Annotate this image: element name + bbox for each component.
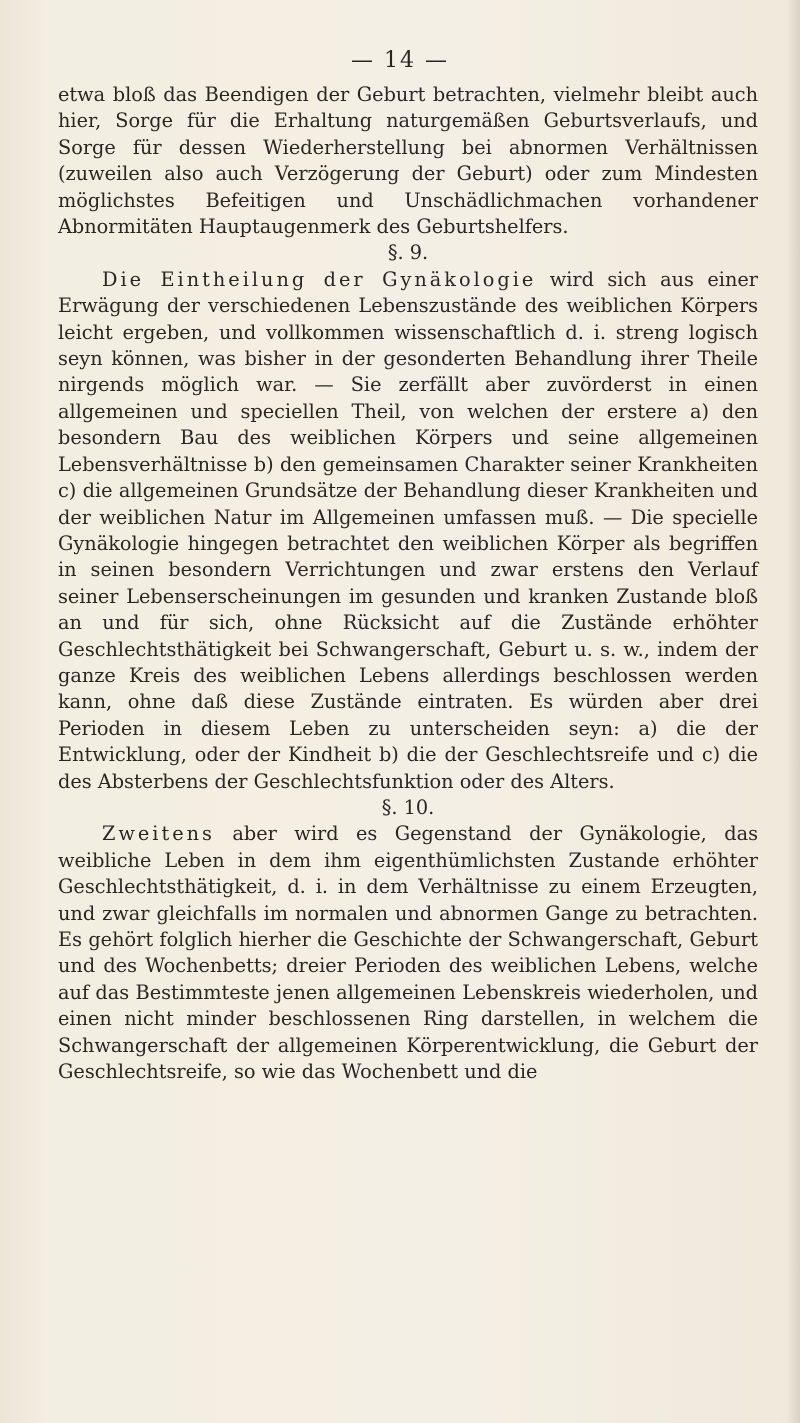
section-heading-10: §. 10.	[381, 795, 435, 819]
emphasis-lead: Die Eintheilung der Gynäkologie	[102, 267, 537, 291]
paragraph-body: aber wird es Gegenstand der Gynäkologie, das weibliche Leben in dem ihm eigenthümlichsten Zustande erhöhter Geschlechtsthätigkeit, d. i. in dem Verhältnisse zu einem Erzeugten, und zwar gleichfalls im normalen und abnormen Gange zu betrachten. Es gehört folglich hierher die Geschichte der Schwangerschaft, Geburt und des Wochenbetts; dreier Perioden des weiblichen Lebens, welche auf das Bestimmteste jenen allgemeinen Lebenskreis wiederholen, und einen nicht minder beschlossenen Ring darstellen, in welchem die Schwangerschaft der allgemeinen Körperentwicklung, die Geburt der Geschlechtsreife, so wie das Wochenbett und die	[58, 822, 758, 1084]
section-heading-9: §. 9.	[387, 241, 429, 265]
paragraph-eintheilung	[58, 267, 758, 795]
paragraph-zweitens	[58, 821, 758, 1085]
emphasis-lead: Zweitens	[102, 822, 215, 846]
paragraph-body: wird sich aus einer Erwägung der verschiedenen Lebenszustände des weiblichen Körpers leicht ergeben, und vollkommen wissenschaftlich d. i. streng logisch seyn können, was bisher in der gesonderten Behandlung ihrer Theile nirgends möglich war. — Sie zerfällt aber zuvörderst in einen allgemeinen und speciellen Theil, von welchen der erstere a) den besondern Bau des weiblichen Körpers und seine allgemeinen Lebensverhältnisse b) den gemeinsamen Charakter seiner Krankheiten c) die allgemeinen Grundsätze der Behandlung dieser Krankheiten und der weiblichen Natur im Allgemeinen umfassen muß. — Die specielle Gynäkologie hingegen betrachtet den weiblichen Körper als begriffen in seinen besondern Verrichtungen und zwar erstens den Verlauf seiner Lebenserscheinungen im gesunden und kranken Zustande bloß an und für sich, ohne Rücksicht auf die Zustände erhöhter Geschlechtsthätigkeit bei Schwangerschaft, Geburt u. s. w., indem der ganze Kreis des weiblichen Lebens allerdings beschlossen werden kann, ohne daß diese Zustände eintraten. Es würden aber drei Perioden in diesem Leben zu unterscheiden seyn: a) die der Entwicklung, oder der Kindheit b) die der Geschlechtsreife und c) die des Absterbens der Geschlechtsfunktion oder des Alters.	[58, 267, 758, 793]
page-edge-shadow	[786, 0, 800, 1423]
body-text	[58, 82, 758, 1085]
paragraph-continuation: etwa bloß das Beendigen der Geburt betrachten, vielmehr bleibt auch hier, Sorge für die Erhaltung naturgemäßen Geburtsverlaufs, und Sorge für dessen Wiederherstellung bei abnormen Verhältnissen (zuweilen also auch Verzögerung der Geburt) oder zum Mindesten möglichstes Befeitigen und Unschädlichmachen vorhandener Abnormitäten Hauptaugenmerk des Geburtshelfers.	[58, 83, 758, 239]
page-number-header: — 14 —	[351, 48, 449, 73]
